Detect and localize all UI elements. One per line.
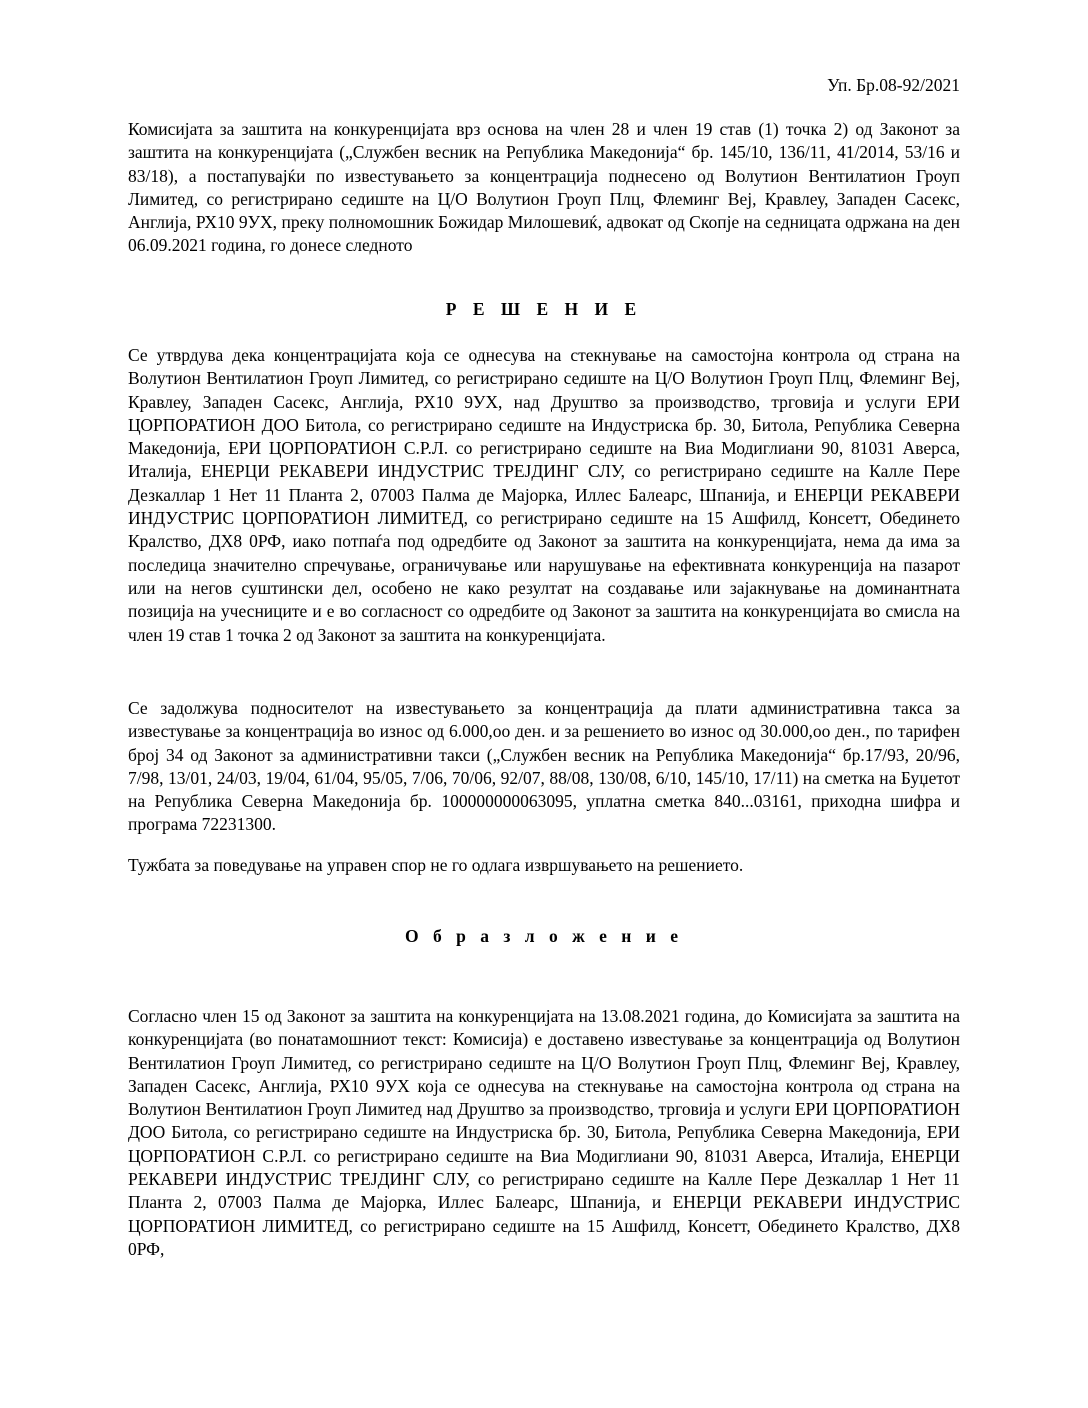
reference-number: Уп. Бр.08-92/2021 <box>827 75 960 95</box>
decision-paragraph-2: Се задолжува подносителот на известувањето за концентрација да плати административна такса за известување за концентрација во износ од 6.000,оо ден. и за решението во износ од 30.000,оо ден., по тарифен број 34 од Законот за административни такси („Службен весник на Република Македонија“ бр.17/93, 20/96, 7/98, 13/01, 24/03, 19/04, 61/04, 95/05, 7/06, 70/06, 92/07, 88/08, 130/08, 6/10, 145/10, 17/11) на сметка на Буџетот на Република Северна Македонија бр. 100000000063095, уплатна сметка 840...03161, приходна шифра и програма 72231300. <box>128 698 960 835</box>
intro-paragraph: Комисијата за заштита на конкуренцијата врз основа на член 28 и член 19 став (1) точка 2) од Законот за заштита на конкуренцијата („Службен весник на Република Македонија“ бр. 145/10, 136/11, 41/2014, 53/16 и 83/18), а постапувајќи по известувањето за концентрација поднесено од Волутион Вентилатион Гроуп Лимитед, со регистрирано седиште на Ц/О Волутион Гроуп Плц, Флеминг Веј, Кравлеу, Западен Сасекс, Англија, РХ10 9УХ, преку полномошник Божидар Милошевиќ, адвокат од Скопје на седницата одржана на ден 06.09.2021 година, го донесе следното <box>128 119 960 256</box>
decision-paragraph-1: Се утврдува дека концентрацијата која се однесува на стекнување на самостојна контрола од страна на Волутион Вентилатион Гроуп Лимитед, со регистрирано седиште на Ц/О Волутион Гроуп Плц, Флеминг Веј, Кравлеу, Западен Сасекс, Англија, РХ10 9УХ, над Друштво за производство, трговија и услуги ЕРИ ЦОРПОРАТИОН ДОО Битола, со регистрирано седиште на Индустриска бр. 30, Битола, Република Северна Македонија, ЕРИ ЦОРПОРАТИОН С.Р.Л. со регистрирано седиште на Виа Модиглиани 90, 81031 Аверса, Италија, ЕНЕРЦИ РЕКАВЕРИ ИНДУСТРИС ТРЕЈДИНГ СЛУ, со регистрирано седиште на Калле Пере Дезкаллар 1 Нет 11 Планта 2, 07003 Палма де Мајорка, Иллес Балеарс, Шпанија, и ЕНЕРЦИ РЕКАВЕРИ ИНДУСТРИС ЦОРПОРАТИОН ЛИМИТЕД, со регистрирано седиште на 15 Ашфилд, Консетт, Обединето Кралство, ДХ8 0РФ, иако потпаѓа под одредбите од Законот за заштита на конкуренцијата, нема да има за последица значително спречување, ограничување или нарушување на ефективната конкуренција на пазарот или на негов суштински дел, особено не како резултат на создавање или зајакнување на доминантната позиција на учесниците и е во согласност со одредбите од Законот за заштита на конкуренцијата во смисла на член 19 став 1 точка 2 од Законот за заштита на конкуренцијата. <box>128 345 960 645</box>
reasoning-paragraph-1: Согласно член 15 од Законот за заштита на конкуренцијата на 13.08.2021 година, до Комисијата за заштита на конкуренцијата (во понатамошниот текст: Комисија) е доставено известување за концентрација од Волутион Вентилатион Гроуп Лимитед, со регистрирано седиште на Ц/О Волутион Гроуп Плц, Флеминг Веј, Кравлеу, Западен Сасекс, Англија, РХ10 9УХ која се однесува на стекнување на самостојна контрола од страна на Волутион Вентилатион Гроуп Лимитед над Друштво за производство, трговија и услуги ЕРИ ЦОРПОРАТИОН ДОО Битола, со регистрирано седиште на Индустриска бр. 30, Битола, Република Северна Македонија, ЕРИ ЦОРПОРАТИОН С.Р.Л. со регистрирано седиште на Виа Модиглиани 90, 81031 Аверса, Италија, ЕНЕРЦИ РЕКАВЕРИ ИНДУСТРИС ТРЕЈДИНГ СЛУ, со регистрирано седиште на Калле Пере Дезкаллар 1 Нет 11 Планта 2, 07003 Палма де Мајорка, Иллес Балеарс, Шпанија, и ЕНЕРЦИ РЕКАВЕРИ ИНДУСТРИС ЦОРПОРАТИОН ЛИМИТЕД, со регистрирано седиште на 15 Ашфилд, Консетт, Обединето Кралство, ДХ8 0РФ, <box>128 1006 960 1259</box>
decision-paragraph-3: Тужбата за поведување на управен спор не го одлага извршувањето на решението. <box>128 855 744 875</box>
decision-title: Р Е Ш Е Н И Е <box>445 299 643 319</box>
reasoning-title: О б р а з л о ж е н и е <box>405 926 683 946</box>
